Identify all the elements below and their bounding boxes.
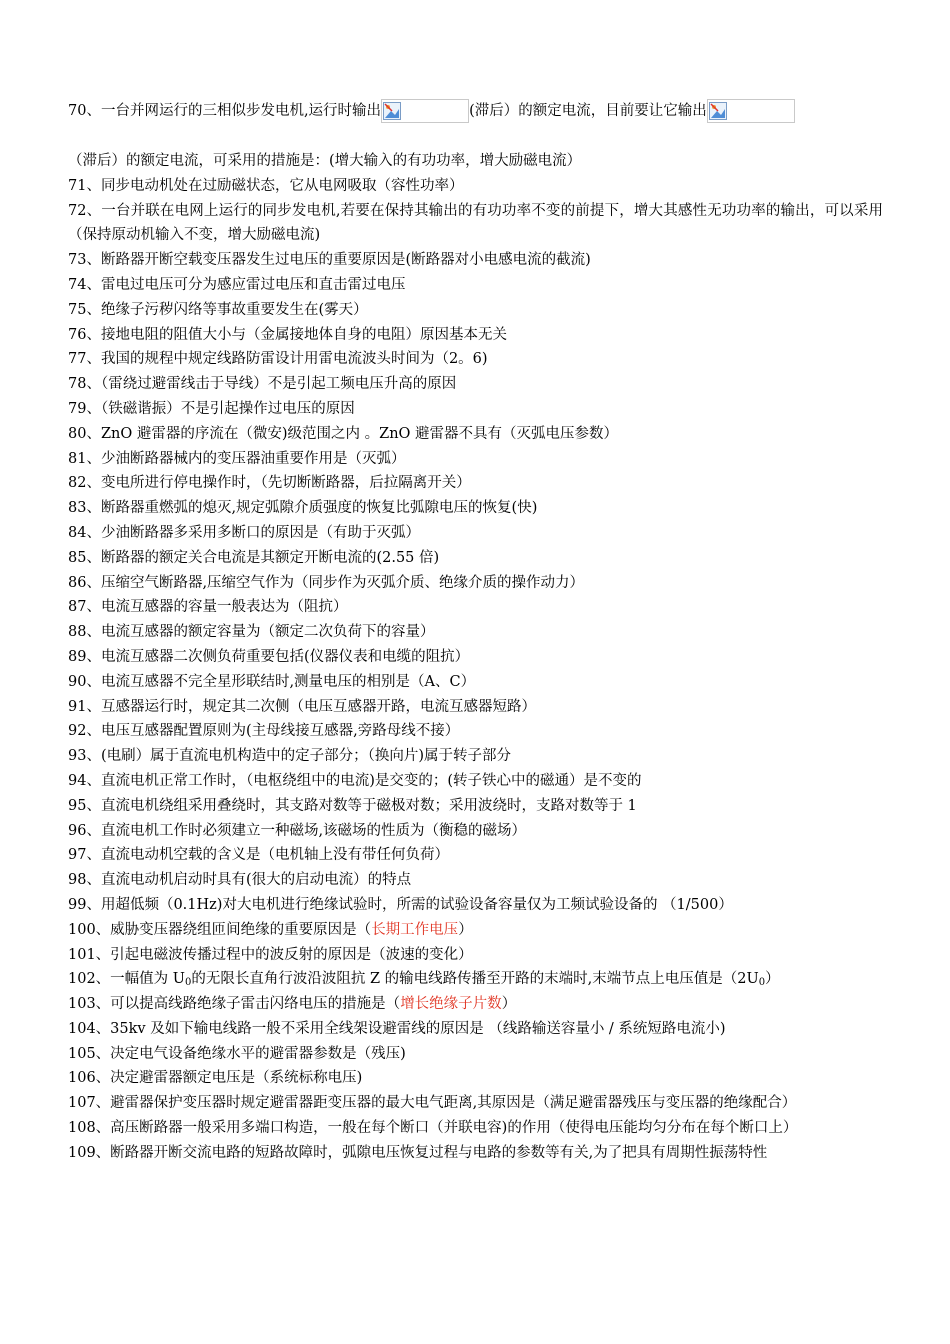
item-95: 95、直流电机绕组采用叠绕时，其支路对数等于磁极对数；采用波绕时，支路对数等于 1 (68, 797, 637, 814)
item-85: 85、断路器的额定关合电流是其额定开断电流的(2.55 倍) (68, 549, 440, 566)
item-102-text-b: 的无限长直角行波沿波阻抗 Z 的输电线路传播至开路的末端时,末端节点上电压值是（2U (191, 971, 759, 988)
item-105: 105、决定电气设备绝缘水平的避雷器参数是（残压) (68, 1045, 406, 1062)
item-79: 79、（铁磁谐振）不是引起操作过电压的原因 (68, 400, 355, 417)
item-100 (68, 918, 883, 943)
item-73: 73、断路器开断空载变压器发生过电压的重要原因是(断路器对小电感电流的截流) (68, 252, 591, 269)
item-70-cont: （滞后）的额定电流，可采用的措施是：(增大输入的有功功率，增大励磁电流） (68, 153, 582, 169)
item-93: 93、(电刷）属于直流电机构造中的定子部分；（换向片)属于转子部分 (68, 748, 512, 765)
item-76: 76、接地电阻的阻值大小与（金属接地体自身的电阻）原因基本无关 (68, 326, 507, 343)
item-97: 97、直流电动机空载的含义是（电机轴上没有带任何负荷） (68, 847, 449, 864)
item-98: 98、直流电动机启动时具有(很大的启动电流）的特点 (68, 872, 412, 889)
item-102-subscript-2: 0 (758, 977, 766, 989)
formula-image-placeholder-1 (381, 99, 469, 123)
broken-image-icon (383, 102, 401, 120)
item-78: 78、（雷绕过避雷线击于导线）不是引起工频电压升高的原因 (68, 376, 457, 393)
item-102 (68, 967, 883, 992)
item-80: 80、ZnO 避雷器的序流在（微安)级范围之内 。ZnO 避雷器不具有（灭弧电压参数） (68, 425, 619, 442)
item-104: 104、35kv 及如下输电线路一般不采用全线架设避雷线的原因是 （线路输送容量小 / 系统短路电流小) (68, 1020, 726, 1037)
item-96: 96、直流电机工作时必须建立一种磁场,该磁场的性质为（衡稳的磁场） (68, 822, 527, 839)
item-75: 75、绝缘子污秽闪络等事故重要发生在(雾天） (68, 301, 368, 318)
item-86: 86、压缩空气断路器,压缩空气作为（同步作为灭弧介质、绝缘介质的操作动力） (68, 574, 585, 591)
item-84: 84、少油断路器多采用多断口的原因是（有助于灭弧） (68, 524, 420, 541)
item-87: 87、电流互感器的容量一般表达为（阻抗） (68, 599, 348, 616)
item-83: 83、断路器重燃弧的熄灭,规定弧隙介质强度的恢复比弧隙电压的恢复(快) (68, 500, 538, 517)
item-89: 89、电流互感器二次侧负荷重要包括(仪器仪表和电缆的阻抗） (68, 648, 470, 665)
item-107: 107、避雷器保护变压器时规定避雷器距变压器的最大电气距离,其原因是（满足避雷器残压与变压器的绝缘配合） (68, 1095, 797, 1112)
document-body (68, 99, 883, 1166)
item-94: 94、直流电机正常工作时，（电枢绕组中的电流)是交变的；(转子铁心中的磁通）是不变的 (68, 772, 642, 789)
item-74: 74、雷电过电压可分为感应雷过电压和直击雷过电压 (68, 276, 406, 293)
item-100-text: 100、威胁变压器绕组匝间绝缘的重要原因是（ (68, 921, 372, 938)
item-103 (68, 992, 883, 1017)
broken-image-icon (709, 102, 727, 120)
item-100-close: ） (458, 921, 473, 938)
formula-image-placeholder-2 (707, 99, 795, 123)
item-101: 101、引起电磁波传播过程中的波反射的原因是（波速的变化） (68, 946, 473, 963)
item-100-answer-highlight: 长期工作电压 (371, 921, 459, 938)
item-70 (68, 99, 883, 149)
item-103-close: ） (501, 996, 517, 1013)
item-108: 108、高压断路器一般采用多端口构造，一般在每个断口（并联电容)的作用（使得电压能均匀分布在每个断口上） (68, 1120, 798, 1137)
item-102-subscript-1: 0 (185, 977, 192, 989)
item-102-close: ） (765, 971, 780, 988)
item-102-text-a: 102、一幅值为 U (68, 971, 186, 988)
item-70-text-b: (滞后）的额定电流，目前要让它输出 (469, 103, 707, 119)
item-92: 92、电压互感器配置原则为(主母线接互感器,旁路母线不接） (68, 723, 460, 740)
item-91: 91、互感器运行时，规定其二次侧（电压互感器开路，电流互感器短路） (68, 698, 536, 715)
item-99: 99、用超低频（0.1Hz)对大电机进行绝缘试验时，所需的试验设备容量仅为工频试验设备的 （1/500） (68, 896, 733, 913)
item-88: 88、电流互感器的额定容量为（额定二次负荷下的容量） (68, 624, 435, 641)
item-103-answer-highlight: 增长绝缘子片数 (400, 996, 502, 1013)
item-71: 71、同步电动机处在过励磁状态，它从电网吸取（容性功率） (68, 177, 464, 194)
item-82: 82、变电所进行停电操作时，（先切断断路器，后拉隔离开关） (68, 475, 471, 492)
item-109: 109、断路器开断交流电路的短路故障时，弧隙电压恢复过程与电路的参数等有关,为了把具有周期性振荡特性 (68, 1144, 768, 1161)
item-90: 90、电流互感器不完全星形联结时,测量电压的相别是（A、C） (68, 673, 476, 690)
item-81: 81、少油断路器械内的变压器油重要作用是（灭弧） (68, 450, 406, 467)
item-72: 72、一台并联在电网上运行的同步发电机,若要在保持其输出的有功功率不变的前提下，增大其感性无功功率的输出，可以采用（保持原动机输入不变，增大励磁电流) (68, 202, 883, 244)
item-70-text-a: 70、一台并网运行的三相似步发电机,运行时输出 (68, 103, 382, 119)
item-77: 77、我国的规程中规定线路防雷设计用雷电流波头时间为（2。6) (68, 351, 488, 368)
item-106: 106、决定避雷器额定电压是（系统标称电压) (68, 1070, 363, 1087)
item-103-text: 103、可以提高线路绝缘子雷击闪络电压的措施是（ (68, 996, 401, 1013)
